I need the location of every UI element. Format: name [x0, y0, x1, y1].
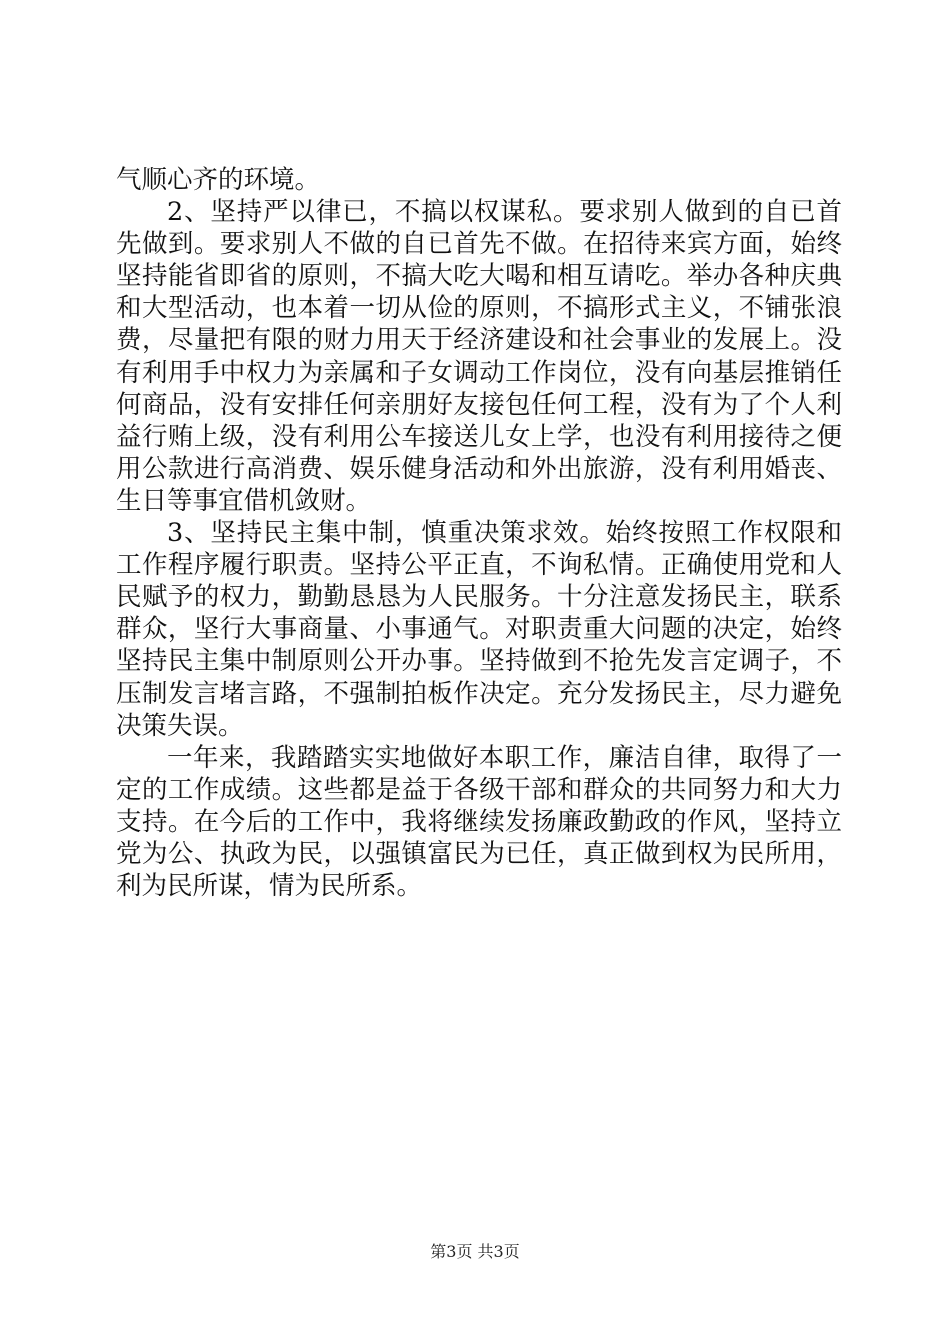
paragraph-summary: 一年来，我踏踏实实地做好本职工作，廉洁自律，取得了一定的工作成绩。这些都是益于各级干部和群众的共同努力和大力支持。在今后的工作中，我将继续发扬廉政勤政的作风，坚持立党为公、执政为民，以强镇富民为已任，真正做到权为民所用，利为民所谋，情为民所系。: [116, 742, 842, 902]
paragraph-point-2: 2、坚持严以律已，不搞以权谋私。要求别人做到的自已首先做到。要求别人不做的自已首先不做。在招待来宾方面，始终坚持能省即省的原则，不搞大吃大喝和相互请吃。举办各种庆典和大型活动，也本着一切从俭的原则，不搞形式主义，不铺张浪费，尽量把有限的财力用天于经济建设和社会事业的发展上。没有利用手中权力为亲属和子女调动工作岗位，没有向基层推销任何商品，没有安排任何亲朋好友接包任何工程，没有为了个人利益行贿上级，没有利用公车接送儿女上学，也没有利用接待之便用公款进行高消费、娱乐健身活动和外出旅游，没有利用婚丧、生日等事宜借机敛财。: [116, 197, 842, 516]
document-body: [116, 164, 842, 902]
paragraph-point-3: 3、坚持民主集中制，慎重决策求效。始终按照工作权限和工作程序履行职责。坚持公平正直，不询私情。正确使用党和人民赋予的权力，勤勤恳恳为人民服务。十分注意发扬民主，联系群众，坚行大事商量、小事通气。对职责重大问题的决定，始终坚持民主集中制原则公开办事。坚持做到不抢先发言定调子，不压制发言堵言路，不强制拍板作决定。充分发扬民主，尽力避免决策失误。: [116, 518, 842, 741]
paragraph-continuation: 气顺心齐的环境。: [116, 165, 321, 195]
page-number-footer: 第3页 共3页: [430, 1242, 520, 1261]
